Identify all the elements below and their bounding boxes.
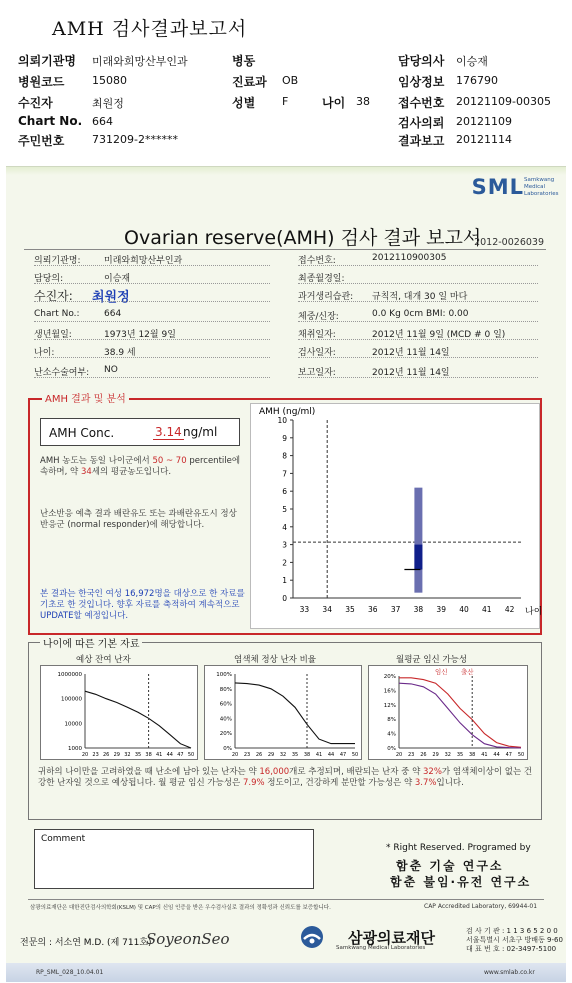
y-tick-label: 100000 (61, 696, 82, 703)
y-tick-label: 7 (282, 469, 287, 479)
x-tick-label: 26 (103, 752, 110, 758)
ovarian-response-text: 난소반응 예측 결과 배란유도 또는 과배란유도시 정상반응군 (normal responder)에 해당합니다. (40, 509, 237, 530)
y-tick-label: 1000 (68, 746, 82, 752)
contact-line-1: 검 사 기 관 : 1 1 3 6 5 2 0 0 (466, 927, 558, 935)
x-tick-label: 47 (177, 752, 184, 758)
range-bar-whisker (414, 488, 422, 593)
foundation-name: 삼광의료재단 (348, 929, 435, 947)
x-tick-label: 44 (327, 752, 335, 758)
header-label: 성별 (232, 96, 256, 110)
header-value: 664 (92, 115, 113, 128)
amh-result-legend: AMH 결과 및 분석 (42, 390, 129, 405)
header-label: 담당의사 (398, 54, 445, 68)
x-tick-label: 44 (166, 752, 173, 758)
field-label: 채취일자: (298, 330, 336, 340)
header-label: 수진자 (18, 96, 53, 110)
field-label: Chart No.: (34, 309, 80, 319)
birth-line (399, 683, 521, 748)
x-tick-label: 34 (322, 605, 332, 614)
rights-text: * Right Reserved. Programed by (386, 843, 531, 853)
y-tick-label: 0 (282, 594, 287, 603)
field-divider (34, 339, 270, 340)
contact-line-3: 대 표 번 호 : 02-3497-5100 (466, 945, 557, 953)
header-label: 의뢰기관명 (18, 54, 76, 68)
x-tick-label: 50 (351, 752, 359, 758)
legend-pregnancy: 임신 (435, 668, 448, 676)
y-tick-label: 6 (282, 487, 287, 497)
y-tick-label: 0% (223, 746, 232, 752)
y-tick-label: 20% (219, 731, 232, 738)
y-tick-label: 4% (387, 731, 396, 738)
x-tick-label: 38 (145, 752, 152, 758)
age-summary-text: 귀하의 나이만을 고려하였을 때 난소에 남아 있는 난자는 약 16,000개로 추정되며, 배란되는 난자 중 약 32%가 염색체이상이 없는 건강한 난자일 것으로 예상됩니다. 월 평균 임신 가능성은 7.9% 정도이고, 건강하게 분만할 가능성은 약 3.7%입니다. (38, 767, 533, 788)
foundation-logo-icon (300, 925, 324, 949)
form-code: RP_SML_028_10.04.01 (36, 969, 104, 976)
y-tick-label: 80% (219, 686, 232, 693)
x-tick-label: 39 (436, 605, 446, 614)
contact-line-2: 서울특별시 서초구 방배동 9-60 (466, 936, 563, 944)
header-label: 결과보고 (398, 134, 445, 148)
field-divider (298, 283, 538, 284)
x-tick-label: 35 (291, 752, 299, 758)
header-value: OB (282, 74, 299, 87)
x-tick-label: 37 (390, 605, 401, 614)
header-label: 진료과 (232, 75, 267, 89)
field-label: 보고일자: (298, 368, 336, 378)
header-label: Chart No. (18, 114, 83, 128)
sml-logo: SML (471, 175, 524, 199)
x-axis-label: 나이 (525, 607, 541, 617)
header-label: 검사의뢰 (398, 116, 445, 130)
pregnancy-rate-chart (369, 666, 529, 761)
y-tick-label: 1000000 (57, 672, 82, 678)
field-label: 담당의: (34, 274, 64, 284)
field-divider (298, 377, 538, 378)
remaining-eggs-chart (41, 666, 199, 761)
header-value: 20121109-00305 (456, 95, 551, 108)
header-value: 최원정 (92, 97, 124, 110)
x-tick-label: 35 (134, 752, 142, 758)
website: www.smlab.co.kr (484, 969, 535, 976)
field-value: 2012년 11월 14일 (372, 348, 450, 358)
field-value: 2012년 11월 14일 (372, 368, 450, 378)
y-tick-label: 10000 (64, 721, 82, 728)
field-value: NO (104, 365, 118, 375)
report-title: Ovarian reserve(AMH) 검사 결과 보고서 (124, 227, 482, 249)
field-divider (34, 265, 270, 266)
y-tick-label: 40% (219, 716, 232, 723)
age-label: 나이 (322, 96, 346, 110)
x-tick-label: 23 (92, 752, 99, 758)
x-tick-label: 20 (231, 752, 239, 758)
y-tick-label: 8% (387, 717, 396, 724)
x-tick-label: 20 (81, 752, 89, 758)
field-divider (298, 357, 538, 358)
header-value: F (282, 95, 289, 108)
y-tick-label: 5 (282, 505, 287, 514)
x-tick-label: 36 (368, 605, 378, 614)
header-label: 병원코드 (18, 75, 65, 89)
remaining-eggs-title: 예상 잔여 난자 (76, 655, 131, 665)
header-label: 주민번호 (18, 134, 65, 148)
y-axis-label: AMH (ng/ml) (259, 407, 316, 417)
field-label: 접수번호: (298, 256, 336, 266)
y-tick-label: 1 (282, 576, 287, 586)
lab-name-1: 함춘 기술 연구소 (396, 859, 504, 873)
x-tick-label: 38 (413, 605, 424, 614)
amh-percentile-text: AMH 농도는 동일 나이군에서 50 ~ 70 percentile에 속하며, 약 34세의 평균농도입니다. (40, 456, 241, 477)
field-value: 38.9 세 (104, 348, 136, 358)
field-label: 과거생리습관: (298, 292, 354, 302)
x-tick-label: 29 (113, 752, 120, 758)
x-tick-label: 35 (456, 752, 464, 758)
field-value: 최원정 (92, 290, 130, 305)
amh-report-sheet (6, 166, 566, 981)
field-divider (298, 301, 538, 302)
field-value: 1973년 12월 9일 (104, 330, 176, 340)
age-data-legend: 나이에 따른 기본 자료 (40, 635, 142, 650)
x-tick-label: 35 (345, 605, 355, 614)
lab-name-2: 함춘 불임·유전 연구소 (390, 875, 532, 889)
field-label: 체중/신장: (298, 312, 339, 322)
contact-block (466, 927, 563, 954)
top-band (6, 167, 566, 175)
range-bar-box (414, 545, 422, 570)
x-tick-label: 50 (517, 752, 525, 758)
x-tick-label: 29 (432, 752, 439, 758)
x-tick-label: 32 (444, 752, 451, 758)
field-divider (298, 265, 538, 266)
y-tick-label: 100% (216, 672, 232, 678)
x-tick-label: 26 (420, 752, 427, 758)
field-divider (298, 321, 538, 322)
x-tick-label: 47 (339, 752, 347, 758)
y-tick-label: 9 (282, 433, 287, 443)
x-tick-label: 32 (279, 752, 287, 758)
x-tick-label: 47 (505, 752, 512, 758)
x-tick-label: 33 (299, 605, 310, 614)
normal-eggs-chart (205, 666, 363, 761)
amh-conc-unit: ng/ml (183, 425, 218, 439)
field-value: 664 (104, 309, 122, 319)
x-tick-label: 41 (482, 605, 492, 614)
x-tick-label: 29 (267, 752, 275, 758)
comment-box (34, 829, 314, 889)
field-label: 의뢰기관명: (34, 256, 81, 266)
y-tick-label: 12% (383, 702, 396, 709)
header-value: 20121114 (456, 133, 512, 146)
header-value: 15080 (92, 74, 127, 87)
x-tick-label: 32 (124, 752, 131, 758)
pregnancy-rate-title: 월평균 임신 가능성 (396, 655, 468, 665)
legend-birth: 출산 (461, 668, 474, 676)
normal-eggs-chart-frame (204, 665, 362, 760)
x-tick-label: 41 (315, 752, 323, 758)
x-tick-label: 38 (469, 752, 476, 758)
title-divider (24, 249, 546, 250)
field-label: 최종월경일: (298, 274, 345, 284)
doctor-line: 전문의 : 서소연 M.D. (제 711호) (20, 938, 152, 948)
header-value: 176790 (456, 74, 498, 87)
header-value: 이승재 (456, 55, 488, 68)
remaining-eggs-line (85, 691, 191, 748)
amh-conc-label: AMH Conc. (49, 426, 115, 440)
accreditation-note: 삼광의료재단은 대한진단검사의학회(KSLM) 및 CAP의 신임 인증을 받은 우수검사실로 결과의 정확성과 신뢰도를 보증합니다. (30, 905, 331, 911)
header-value: 731209-2****** (92, 133, 178, 146)
remaining-eggs-chart-frame (40, 665, 198, 760)
x-tick-label: 20 (395, 752, 403, 758)
field-label: 생년월일: (34, 330, 72, 340)
pregnancy-rate-chart-frame (368, 665, 528, 760)
field-divider (34, 283, 270, 284)
header-value: 20121109 (456, 115, 512, 128)
y-tick-label: 10 (277, 416, 287, 425)
header-label: 접수번호 (398, 96, 445, 110)
y-tick-label: 16% (383, 688, 396, 695)
amh-conc-box (40, 418, 240, 446)
footer-divider (28, 899, 544, 900)
x-tick-label: 38 (303, 752, 311, 758)
x-tick-label: 50 (187, 752, 195, 758)
field-label: 난소수술여부: (34, 368, 90, 378)
x-tick-label: 44 (493, 752, 500, 758)
amh-conc-value: 3.14 (155, 425, 182, 439)
field-label: 검사일자: (298, 348, 336, 358)
y-tick-label: 4 (282, 522, 287, 532)
x-tick-label: 23 (408, 752, 415, 758)
header-label: 임상정보 (398, 75, 445, 89)
field-value: 미래와희망산부인과 (104, 256, 183, 266)
y-tick-label: 20% (383, 674, 396, 680)
y-tick-label: 2 (282, 558, 287, 568)
sml-logo-subtitle: Samkwang Medical Laboratories (524, 177, 559, 197)
cap-accreditation: CAP Accredited Laboratory, 69944-01 (424, 903, 538, 910)
field-value: 2012110900305 (372, 253, 447, 263)
field-label: 나이: (34, 348, 55, 358)
foundation-name-en: Samkwang Medical Laboratories (336, 945, 426, 951)
field-divider (34, 377, 270, 378)
x-tick-label: 26 (255, 752, 263, 758)
pregnancy-line (399, 678, 521, 748)
age-value: 38 (356, 95, 370, 108)
header-value: 미래와희망산부인과 (92, 55, 188, 68)
field-value: 2012년 11월 9일 (MCD # 0 일) (372, 330, 506, 340)
data-source-text: 본 결과는 한국인 여성 16,972명을 대상으로 한 자료를 기초로 한 것입니다. 향후 자료를 축적하여 계속적으로 UPDATE할 예정입니다. (40, 589, 245, 621)
amh-age-chart (251, 404, 541, 630)
field-label: 수진자: (34, 289, 73, 303)
field-value: 0.0 Kg 0cm BMI: 0.00 (372, 309, 469, 319)
field-divider (34, 301, 270, 302)
report-header-title: AMH 검사결과보고서 (52, 18, 248, 40)
x-tick-label: 42 (504, 605, 515, 614)
comment-label: Comment (41, 834, 86, 844)
doctor-signature: SoyeonSeo (146, 930, 230, 948)
field-value: 이승재 (104, 274, 131, 284)
y-tick-label: 60% (219, 701, 232, 708)
field-divider (34, 321, 270, 322)
header-label: 병동 (232, 54, 256, 68)
y-tick-label: 3 (282, 540, 287, 550)
normal-eggs-line (235, 683, 355, 744)
amh-chart-frame (250, 403, 540, 629)
x-tick-label: 40 (459, 605, 469, 614)
y-tick-label: 8 (282, 451, 287, 461)
report-number: 2012-0026039 (474, 237, 544, 248)
normal-eggs-title: 염색체 정상 난자 비율 (234, 655, 317, 665)
field-divider (298, 339, 538, 340)
x-tick-label: 41 (156, 752, 163, 758)
x-tick-label: 23 (243, 752, 251, 758)
x-tick-label: 41 (481, 752, 488, 758)
field-divider (34, 357, 270, 358)
field-value: 규칙적, 대개 30 일 마다 (372, 292, 468, 302)
y-tick-label: 0% (387, 746, 396, 752)
